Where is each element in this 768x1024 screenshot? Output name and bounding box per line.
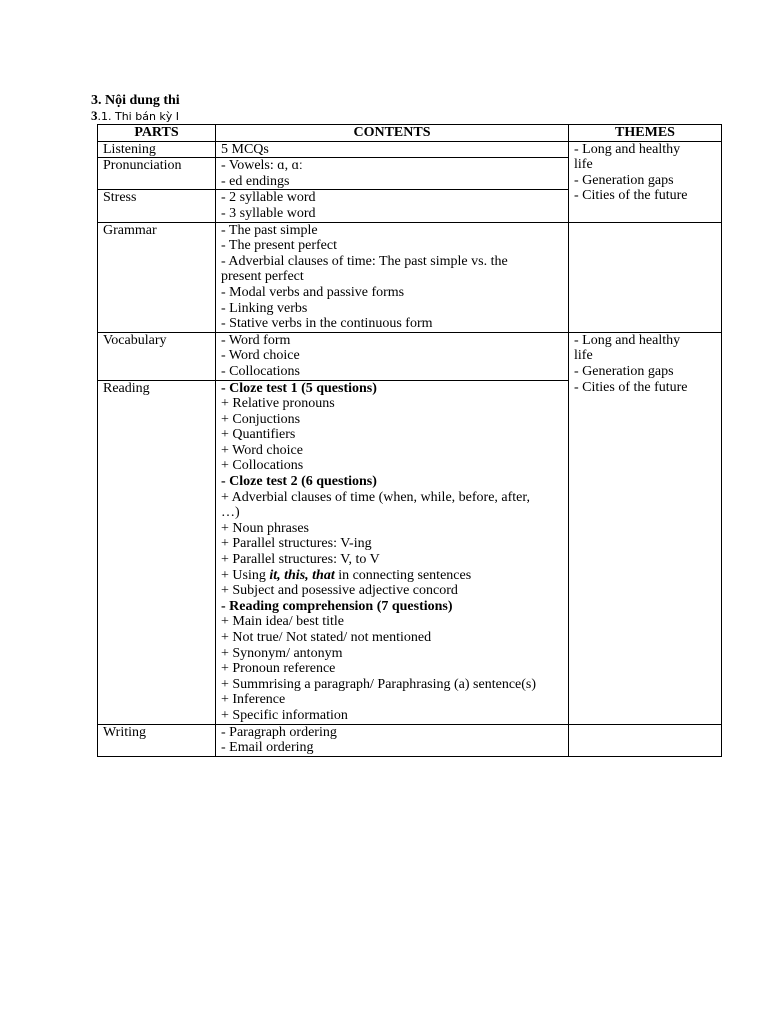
content-line: …) (221, 505, 240, 521)
content-line: + Not true/ Not stated/ not mentioned (221, 630, 432, 645)
part-grammar: Grammar (98, 222, 216, 332)
contents-stress (216, 190, 569, 222)
theme-line: - Cities of the future (574, 188, 688, 204)
themes-cell-empty (569, 724, 722, 756)
contents-writing (216, 724, 569, 756)
theme-line: - Long and healthy (574, 332, 681, 348)
content-line: + Noun phrases (221, 520, 309, 536)
subheading-text: .1. Thi bán kỳ I (97, 110, 180, 123)
section-subheading (91, 109, 179, 124)
using-prefix: + Using (221, 567, 270, 583)
header-themes: THEMES (569, 125, 722, 142)
content-line: - Modal verbs and passive forms (221, 284, 405, 300)
themes-cell-2 (569, 332, 722, 724)
content-line-using (221, 568, 563, 584)
content-line: - Word form (221, 332, 291, 348)
part-stress: Stress (98, 190, 216, 222)
content-line: - The past simple (221, 222, 318, 238)
content-line: + Pronoun reference (221, 661, 336, 677)
content-line: + Conjuctions (221, 411, 301, 427)
reading-comprehension-title: - Reading comprehension (7 questions) (221, 598, 453, 614)
content-line: + Synonym/ antonym (221, 645, 343, 661)
using-suffix: in connecting sentences (334, 567, 472, 583)
contents-reading (216, 380, 569, 724)
content-line: + Main idea/ best title (221, 614, 344, 630)
themes-cell-empty (569, 222, 722, 332)
content-line: - Stative verbs in the continuous form (221, 316, 433, 332)
theme-line: - Long and healthy (574, 141, 681, 157)
subheading-number: 3 (91, 108, 98, 123)
content-line: - 2 syllable word (221, 190, 316, 206)
header-parts: PARTS (98, 125, 216, 142)
content-line: + Parallel structures: V-ing (221, 536, 372, 552)
content-line: + Specific information (221, 707, 348, 723)
content-line: present perfect (221, 269, 304, 285)
content-line: - Word choice (221, 348, 300, 364)
content-line: - ed endings (221, 173, 290, 189)
exam-content-table (97, 124, 722, 757)
contents-pronunciation (216, 158, 569, 190)
theme-line: - Cities of the future (574, 379, 688, 395)
contents-listening (216, 141, 569, 158)
table-row-grammar (98, 222, 722, 332)
content-line: + Collocations (221, 458, 304, 474)
theme-line: - Generation gaps (574, 363, 674, 379)
header-contents: CONTENTS (216, 125, 569, 142)
content-line: - 3 syllable word (221, 205, 316, 221)
part-pronunciation: Pronunciation (98, 158, 216, 190)
table-row-writing (98, 724, 722, 756)
theme-line: life (574, 157, 593, 173)
content-line: + Relative pronouns (221, 396, 335, 412)
part-vocabulary: Vocabulary (98, 332, 216, 380)
themes-cell-1 (569, 141, 722, 222)
content-line: + Summrising a paragraph/ Paraphrasing (a) sentence(s) (221, 676, 537, 692)
theme-line: life (574, 348, 593, 364)
content-line: + Subject and posessive adjective concord (221, 583, 458, 599)
content-line: - Email ordering (221, 740, 314, 756)
content-line: - Paragraph ordering (221, 724, 337, 740)
part-reading: Reading (98, 380, 216, 724)
table-header-row (98, 125, 722, 142)
contents-vocabulary (216, 332, 569, 380)
using-emphasis: it, this, that (269, 567, 335, 583)
table-row-listening (98, 141, 722, 158)
cloze-test-2-title: - Cloze test 2 (6 questions) (221, 474, 377, 490)
table-row-vocabulary (98, 332, 722, 380)
content-line: - Linking verbs (221, 300, 308, 316)
cloze-test-1-title: - Cloze test 1 (5 questions) (221, 380, 377, 396)
content-line: - Adverbial clauses of time: The past simple vs. the (221, 253, 508, 269)
section-heading: 3. Nội dung thi (91, 93, 180, 108)
content-line: - Vowels: ɑ, ɑː (221, 158, 303, 174)
content-line: 5 MCQs (221, 141, 269, 157)
part-listening: Listening (98, 141, 216, 158)
content-line: + Adverbial clauses of time (when, while, before, after, (221, 489, 530, 505)
content-line: + Word choice (221, 442, 303, 458)
content-line: - The present perfect (221, 238, 337, 254)
content-line: - Collocations (221, 363, 300, 379)
theme-line: - Generation gaps (574, 172, 674, 188)
content-line: + Parallel structures: V, to V (221, 552, 380, 568)
content-line: + Inference (221, 692, 286, 708)
contents-grammar (216, 222, 569, 332)
content-line: + Quantifiers (221, 427, 296, 443)
part-writing: Writing (98, 724, 216, 756)
